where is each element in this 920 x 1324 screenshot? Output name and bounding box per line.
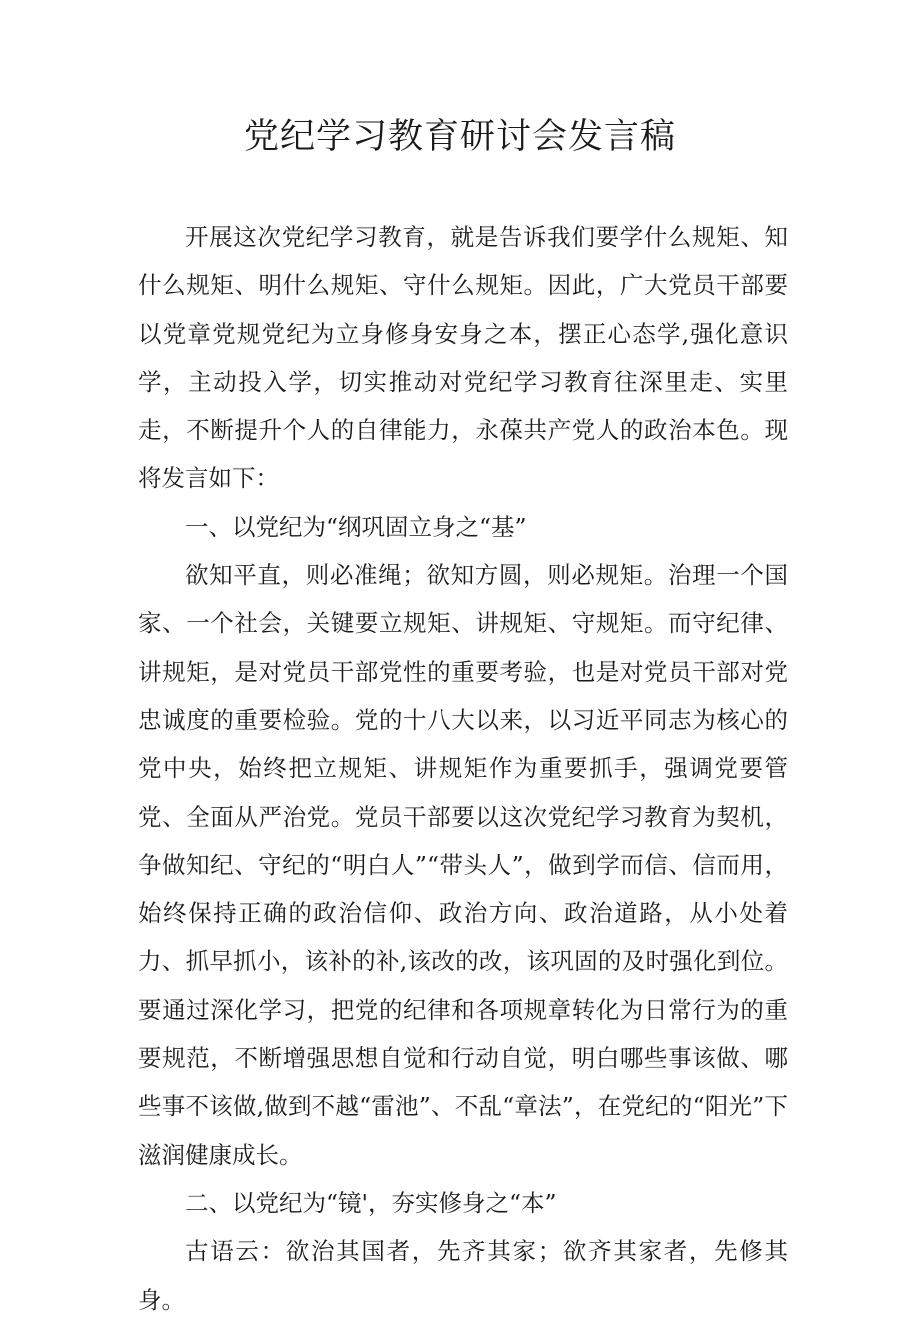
section-2-paragraph: 古语云：欲治其国者，先齐其家；欲齐其家者，先修其身。 — [138, 1237, 788, 1314]
section-1-paragraph: 欲知平直，则必准绳；欲知方圆，则必规矩。治理一个国家、一个社会，关键要立规矩、讲规矩、守规矩。而守纪律、讲规矩，是对党员干部党性的重要考验，也是对党员干部对党忠诚度的重要检验。党的十八大以来，以习近平同志为核心的党中央，始终把立规矩、讲规矩作为重要抓手，强调党要管党、全面从严治党。党员干部要以这次党纪学习教育为契机，争做知纪、守纪的“明白人”“带头人”，做到学而信、信而用，始终保持正确的政治信仰、政治方向、政治道路，从小处着力、抓早抓小，该补的补,该改的改，该巩固的及时强化到位。要通过深化学习，把党的纪律和各项规章转化为日常行为的重要规范，不断增强思想自觉和行动自觉，明白哪些事该做、哪些事不该做,做到不越“雷池”、不乱“章法”，在党纪的“阳光”下滋润健康成长。 — [138, 561, 788, 1169]
document-body — [138, 213, 788, 1324]
section-heading-1: 一、以党纪为“纲巩固立身之“基” — [185, 512, 527, 541]
intro-paragraph: 开展这次党纪学习教育，就是告诉我们要学什么规矩、知什么规矩、明什么规矩、守什么规矩。因此，广大党员干部要以党章党规党纪为立身修身安身之本，摆正心态学,强化意识学，主动投入学，切实推动对党纪学习教育往深里走、实里走，不断提升个人的自律能力，永葆共产党人的政治本色。现将发言如下： — [138, 223, 788, 493]
section-heading-2: 二、以党纪为“镜'，夯实修身之“本” — [185, 1188, 557, 1217]
document-title: 党纪学习教育研讨会发言稿 — [243, 117, 676, 157]
